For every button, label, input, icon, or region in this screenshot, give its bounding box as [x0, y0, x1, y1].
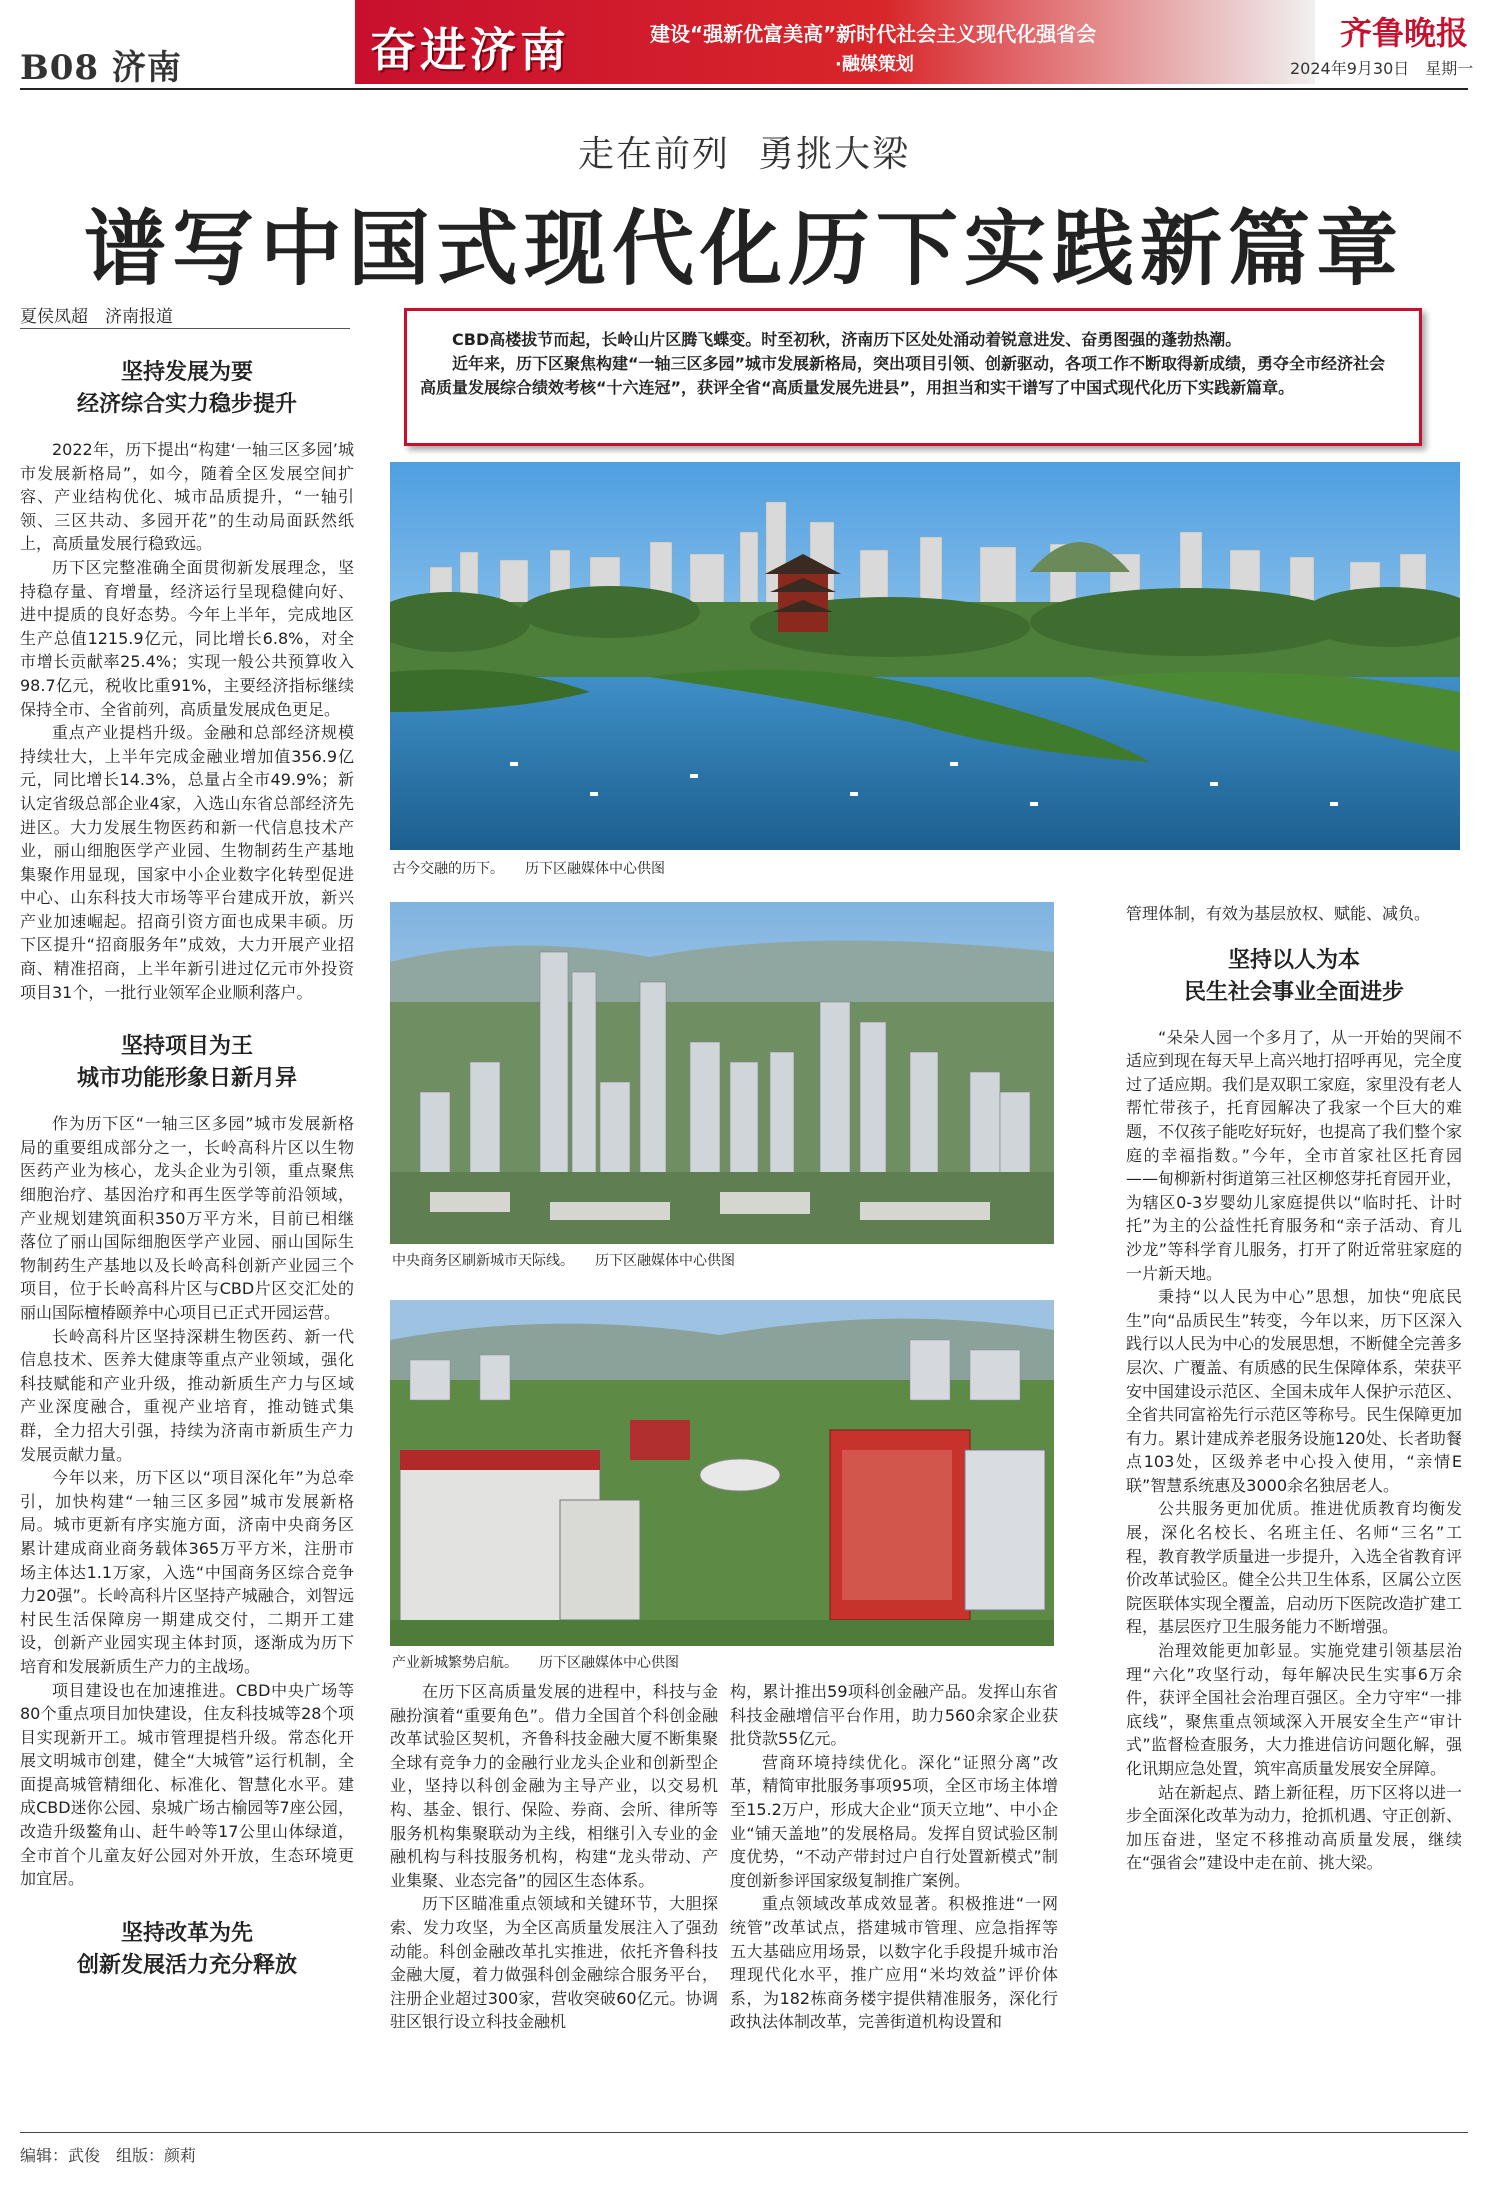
photo-caption-1: 古今交融的历下。 历下区融媒体中心供图: [392, 861, 665, 877]
photo-caption-2: 中央商务区刷新城市天际线。 历下区融媒体中心供图: [392, 1253, 735, 1269]
section-title-2: 坚持项目为王 城市功能形象日新月异: [76, 1033, 297, 1092]
column-2: [390, 1680, 718, 2034]
column-1: [20, 356, 354, 1981]
paragraph: 作为历下区“一轴三区多园”城市发展新格局的重要组成部分之一，长岭高科片区以生物医药产业为核心，龙头企业为引领，重点聚焦细胞治疗、基因治疗和再生医学等前沿领域，产业规划建筑面积350万平方米，目前已相继落位了丽山国际细胞医学产业园、丽山国际生物制药生产基地以及长岭高科创新产业园三个项目，位于长岭高科片区与CBD片区交汇处的丽山国际檀椿颐养中心项目已正式开园运营。: [20, 1114, 354, 1322]
paragraph: 管理体制，有效为基层放权、赋能、减负。: [1126, 904, 1431, 923]
photo-industrial-park: [390, 1300, 1054, 1646]
photo-lake-pavilion: [390, 462, 1460, 850]
section-title-3: 坚持改革为先 创新发展活力充分释放: [76, 1919, 297, 1978]
footer-rule: [20, 2132, 1468, 2133]
paragraph: 历下区瞄准重点领域和关键环节，大胆探索、发力攻坚，为全区高质量发展注入了强劲动能。科创金融改革扎实推进，依托齐鲁科技金融大厦，着力做强科创金融综合服务平台，注册企业超过300家，营收突破60亿元。协调驻区银行设立科技金融机: [390, 1894, 718, 2032]
section-title-4: 坚持以人为本 民生社会事业全面进步: [1183, 946, 1404, 1005]
kicker: 走在前列 勇挑大梁: [577, 134, 911, 175]
header-rule: [20, 88, 1468, 90]
column-4: [1126, 902, 1462, 1875]
banner-title: 奋进济南: [370, 23, 570, 77]
banner-tag: ·融媒策划: [835, 54, 914, 75]
issue-date: 2024年9月30日 星期一: [1290, 59, 1474, 78]
banner-subtitle: 建设“强新优富美高”新时代社会主义现代化强省会: [650, 22, 1097, 46]
paragraph: 秉持“以人民为中心”思想，加快“兜底民生”向“品质民生”转变，今年以来，历下区深入践行以人民为中心的发展思想，不断健全完善多层次、广覆盖、有质感的民生保障体系，荣获平安中国建设示范区、全国未成年人保护示范区、全省共同富裕先行示范区等称号。民生保障更加有力。累计建成养老服务设施120处、长者助餐点103处，区级养老中心投入使用，“亲情E联”智慧系统惠及3000余名独居老人。: [1126, 1287, 1463, 1495]
paragraph: 2022年，历下提出“构建‘一轴三区多园’城市发展新格局”，如今，随着全区发展空间扩容、产业结构优化、城市品质提升，“一轴引领、三区共动、多园开花”的生动局面跃然纸上，高质量发展行稳致远。: [20, 440, 354, 554]
paragraph: 重点领域改革成效显著。积极推进“一网统管”改革试点，搭建城市管理、应急指挥等五大基础应用场景，以数字化手段提升城市治理现代化水平，推广应用“米均效益”评价体系，为182栋商务楼宇提供精准服务，深化行政执法体制改革，完善街道机构设置和: [730, 1894, 1058, 2032]
page-code: B08 济南: [20, 48, 182, 88]
lead-text: CBD高楼拔节而起，长岭山片区腾飞蝶变。时至初秋，济南历下区处处涌动着锐意进发、奋勇图强的蓬勃热潮。 近年来，历下区聚焦构建“一轴三区多园”城市发展新格局，突出项目引领、创新驱动，各项工作不断取得新成绩，勇夺全市经济社会高质量发展综合绩效考核“十六连冠”，获评全省“高质量发展先进县”，用担当和实干谱写了中国式现代化历下实践新篇章。: [420, 330, 1386, 397]
paragraph: 长岭高科片区坚持深耕生物医药、新一代信息技术、医养大健康等重点产业领域，强化科技赋能和产业升级，推动新质生产力与区域产业深度融合，重视产业培育，推动链式集群，全力招大引强，持续为济南市新质生产力发展贡献力量。: [20, 1326, 354, 1464]
paragraph: 项目建设也在加速推进。CBD中央广场等80个重点项目加快建设，住友科技城等28个项目实现新开工。城市管理提档升级。常态化开展文明城市创建，健全“大城管”运行机制，全面提高城管精细化、标准化、智慧化水平。建成CBD迷你公园、泉城广场古榆园等7座公园，改造升级鳌角山、赶牛岭等17公里山体绿道，全市首个儿童友好公园对外开放，生态环境更加宜居。: [20, 1680, 354, 1889]
paragraph: 治理效能更加彰显。实施党建引领基层治理“六化”攻坚行动，每年解决民生实事6万余件，获评全国社会治理百强区。全力守牢“一排底线”，聚焦重点领域深入开展安全生产“审计式”监督检查服务，大力推进信访问题化解，强化讯期应急处置，筑牢高质量发展安全屏障。: [1126, 1641, 1462, 1778]
paragraph: 构，累计推出59项科创金融产品。发挥山东省科技金融增信平台作用，助力560余家企业获批贷款55亿元。: [730, 1682, 1058, 1749]
paragraph: 今年以来，历下区以“项目深化年”为总牵引，加快构建“一轴三区多园”城市发展新格局。城市更新有序实施方面，济南中央商务区累计建成商业商务载体365万平方米，注册市场主体达1.1万家，入选“中国商务区综合竞争力20强”。长岭高科片区坚持产城融合，刘智远村民生活保障房一期建成交付，二期开工建设，创新产业园实现主体封顶，逐渐成为历下培育和发展新质生产力的主战场。: [20, 1468, 354, 1676]
column-3: [730, 1680, 1058, 2034]
byline: 夏侯凤超 济南报道: [20, 307, 173, 327]
newspaper-logo: 齐鲁晚报: [1340, 14, 1469, 52]
paragraph: “朵朵人园一个多月了，从一开始的哭闹不适应到现在每天早上高兴地打招呼再见，完全度过了适应期。我们是双职工家庭，家里没有老人帮忙带孩子，托育园解决了我家一个巨大的难题，不仅孩子能吃好玩好，也提高了我们整个家庭的幸福指数。”今年，全市首家社区托育园——甸柳新村街道第三社区柳悠芽托育园开业，为辖区0-3岁婴幼儿家庭提供以“临时托、计时托”为主的公益性托育服务和“亲子活动、育儿沙龙”等科学育儿服务，打开了附近常驻家庭的一片新天地。: [1126, 1027, 1463, 1283]
photo-cbd-skyline: [390, 902, 1054, 1244]
paragraph: 站在新起点、踏上新征程，历下区将以进一步全面深化改革为动力，抢抓机遇、守正创新、加压奋进，坚定不移推动高质量发展，继续在“强省会”建设中走在前、挑大梁。: [1126, 1782, 1463, 1873]
paragraph: 在历下区高质量发展的进程中，科技与金融扮演着“重要角色”。借力全国首个科创金融改革试验区契机，齐鲁科技金融大厦不断集聚全球有竞争力的金融行业龙头企业和创新型企业，坚持以科创金融为主导产业，以交易机构、基金、银行、保险、券商、会所、律所等服务机构集聚联动为主线，相继引入专业的金融机构与科技服务机构，构建“龙头带动、产业集聚、业态完备”的园区生态体系。: [390, 1682, 718, 1890]
editor-credit: 编辑：武俊 组版：颜莉: [20, 2146, 197, 2165]
paragraph: 历下区完整准确全面贯彻新发展理念，坚持稳存量、育增量，经济运行呈现稳健向好、进中提质的良好态势。今年上半年，完成地区生产总值1215.9亿元，同比增长6.8%，对全市增长贡献率25.4%；实现一般公共预算收入98.7亿元，税收比重91%，主要经济指标继续保持全市、全省前列，高质量发展成色更足。: [20, 557, 354, 719]
paragraph: 营商环境持续优化。深化“证照分离”改革，精简审批服务事项95项，全区市场主体增至15.2万户，形成大企业“顶天立地”、中小企业“铺天盖地”的发展格局。发挥自贸试验区制度优势，“不动产带封过户自行处置新模式”制度创新参评国家级复制推广案例。: [730, 1752, 1058, 1890]
paragraph: 公共服务更加优质。推进优质教育均衡发展，深化名校长、名班主任、名师“三名”工程，教育教学质量进一步提升，入选全省教育评价改革试验区。健全公共卫生体系，区属公立医院医联体实现全覆盖，启动历下医院改造扩建工程，基层医疗卫生服务能力不断增强。: [1126, 1499, 1463, 1637]
photo-caption-3: 产业新城繁势启航。 历下区融媒体中心供图: [392, 1655, 679, 1671]
headline: 谱写中国式现代化历下实践新篇章: [83, 201, 1404, 297]
paragraph: 重点产业提档升级。金融和总部经济规模持续壮大，上半年完成金融业增加值356.9亿元，同比增长14.3%，总量占全市49.9%；新认定省级总部企业4家，入选山东省总部经济先进区。大力发展生物医药和新一代信息技术产业，丽山细胞医学产业园、生物制药生产基地集聚作用显现，国家中小企业数字化转型促进中心、山东科技大市场等平台建成开放，新兴产业加速崛起。招商引资方面也成果丰硕。历下区提升“招商服务年”成效，大力开展产业招商、精准招商，上半年新引进过亿元市外投资项目31个，一批行业领军企业顺利落户。: [20, 723, 354, 1002]
section-title-1: 坚持发展为要 经济综合实力稳步提升: [76, 359, 297, 417]
byline-rule: [20, 328, 350, 329]
